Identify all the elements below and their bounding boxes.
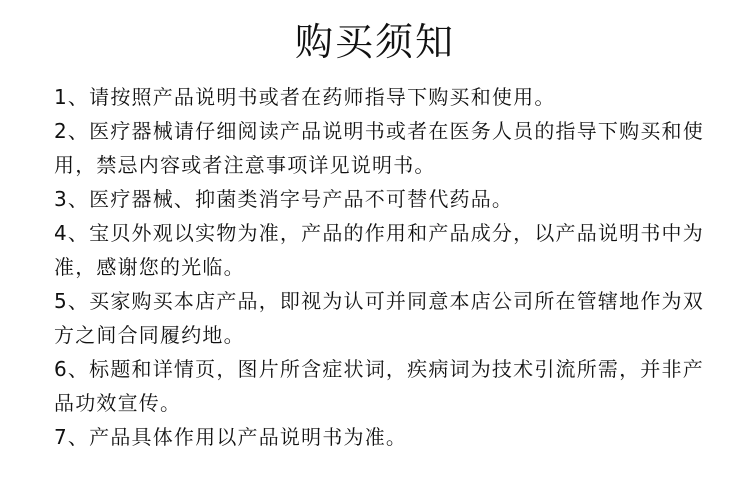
page-title: 购买须知	[294, 20, 455, 64]
notice-item-5: 5、买家购买本店产品，即视为认可并同意本店公司所在管辖地作为双方之间合同履约地。	[54, 289, 704, 347]
notice-item-2: 2、医疗器械请仔细阅读产品说明书或者在医务人员的指导下购买和使用，禁忌内容或者注意事项详见说明书。	[54, 119, 704, 177]
notice-item-3: 3、医疗器械、抑菌类消字号产品不可替代药品。	[54, 187, 514, 211]
notice-list	[54, 80, 704, 454]
notice-item-1: 1、请按照产品说明书或者在药师指导下购买和使用。	[54, 85, 556, 109]
notice-item-7: 7、产品具体作用以产品说明书为准。	[54, 425, 408, 449]
notice-item-6: 6、标题和详情页，图片所含症状词，疾病词为技术引流所需，并非产品功效宣传。	[54, 357, 704, 415]
notice-item-4: 4、宝贝外观以实物为准，产品的作用和产品成分，以产品说明书中为准，感谢您的光临。	[54, 221, 704, 279]
